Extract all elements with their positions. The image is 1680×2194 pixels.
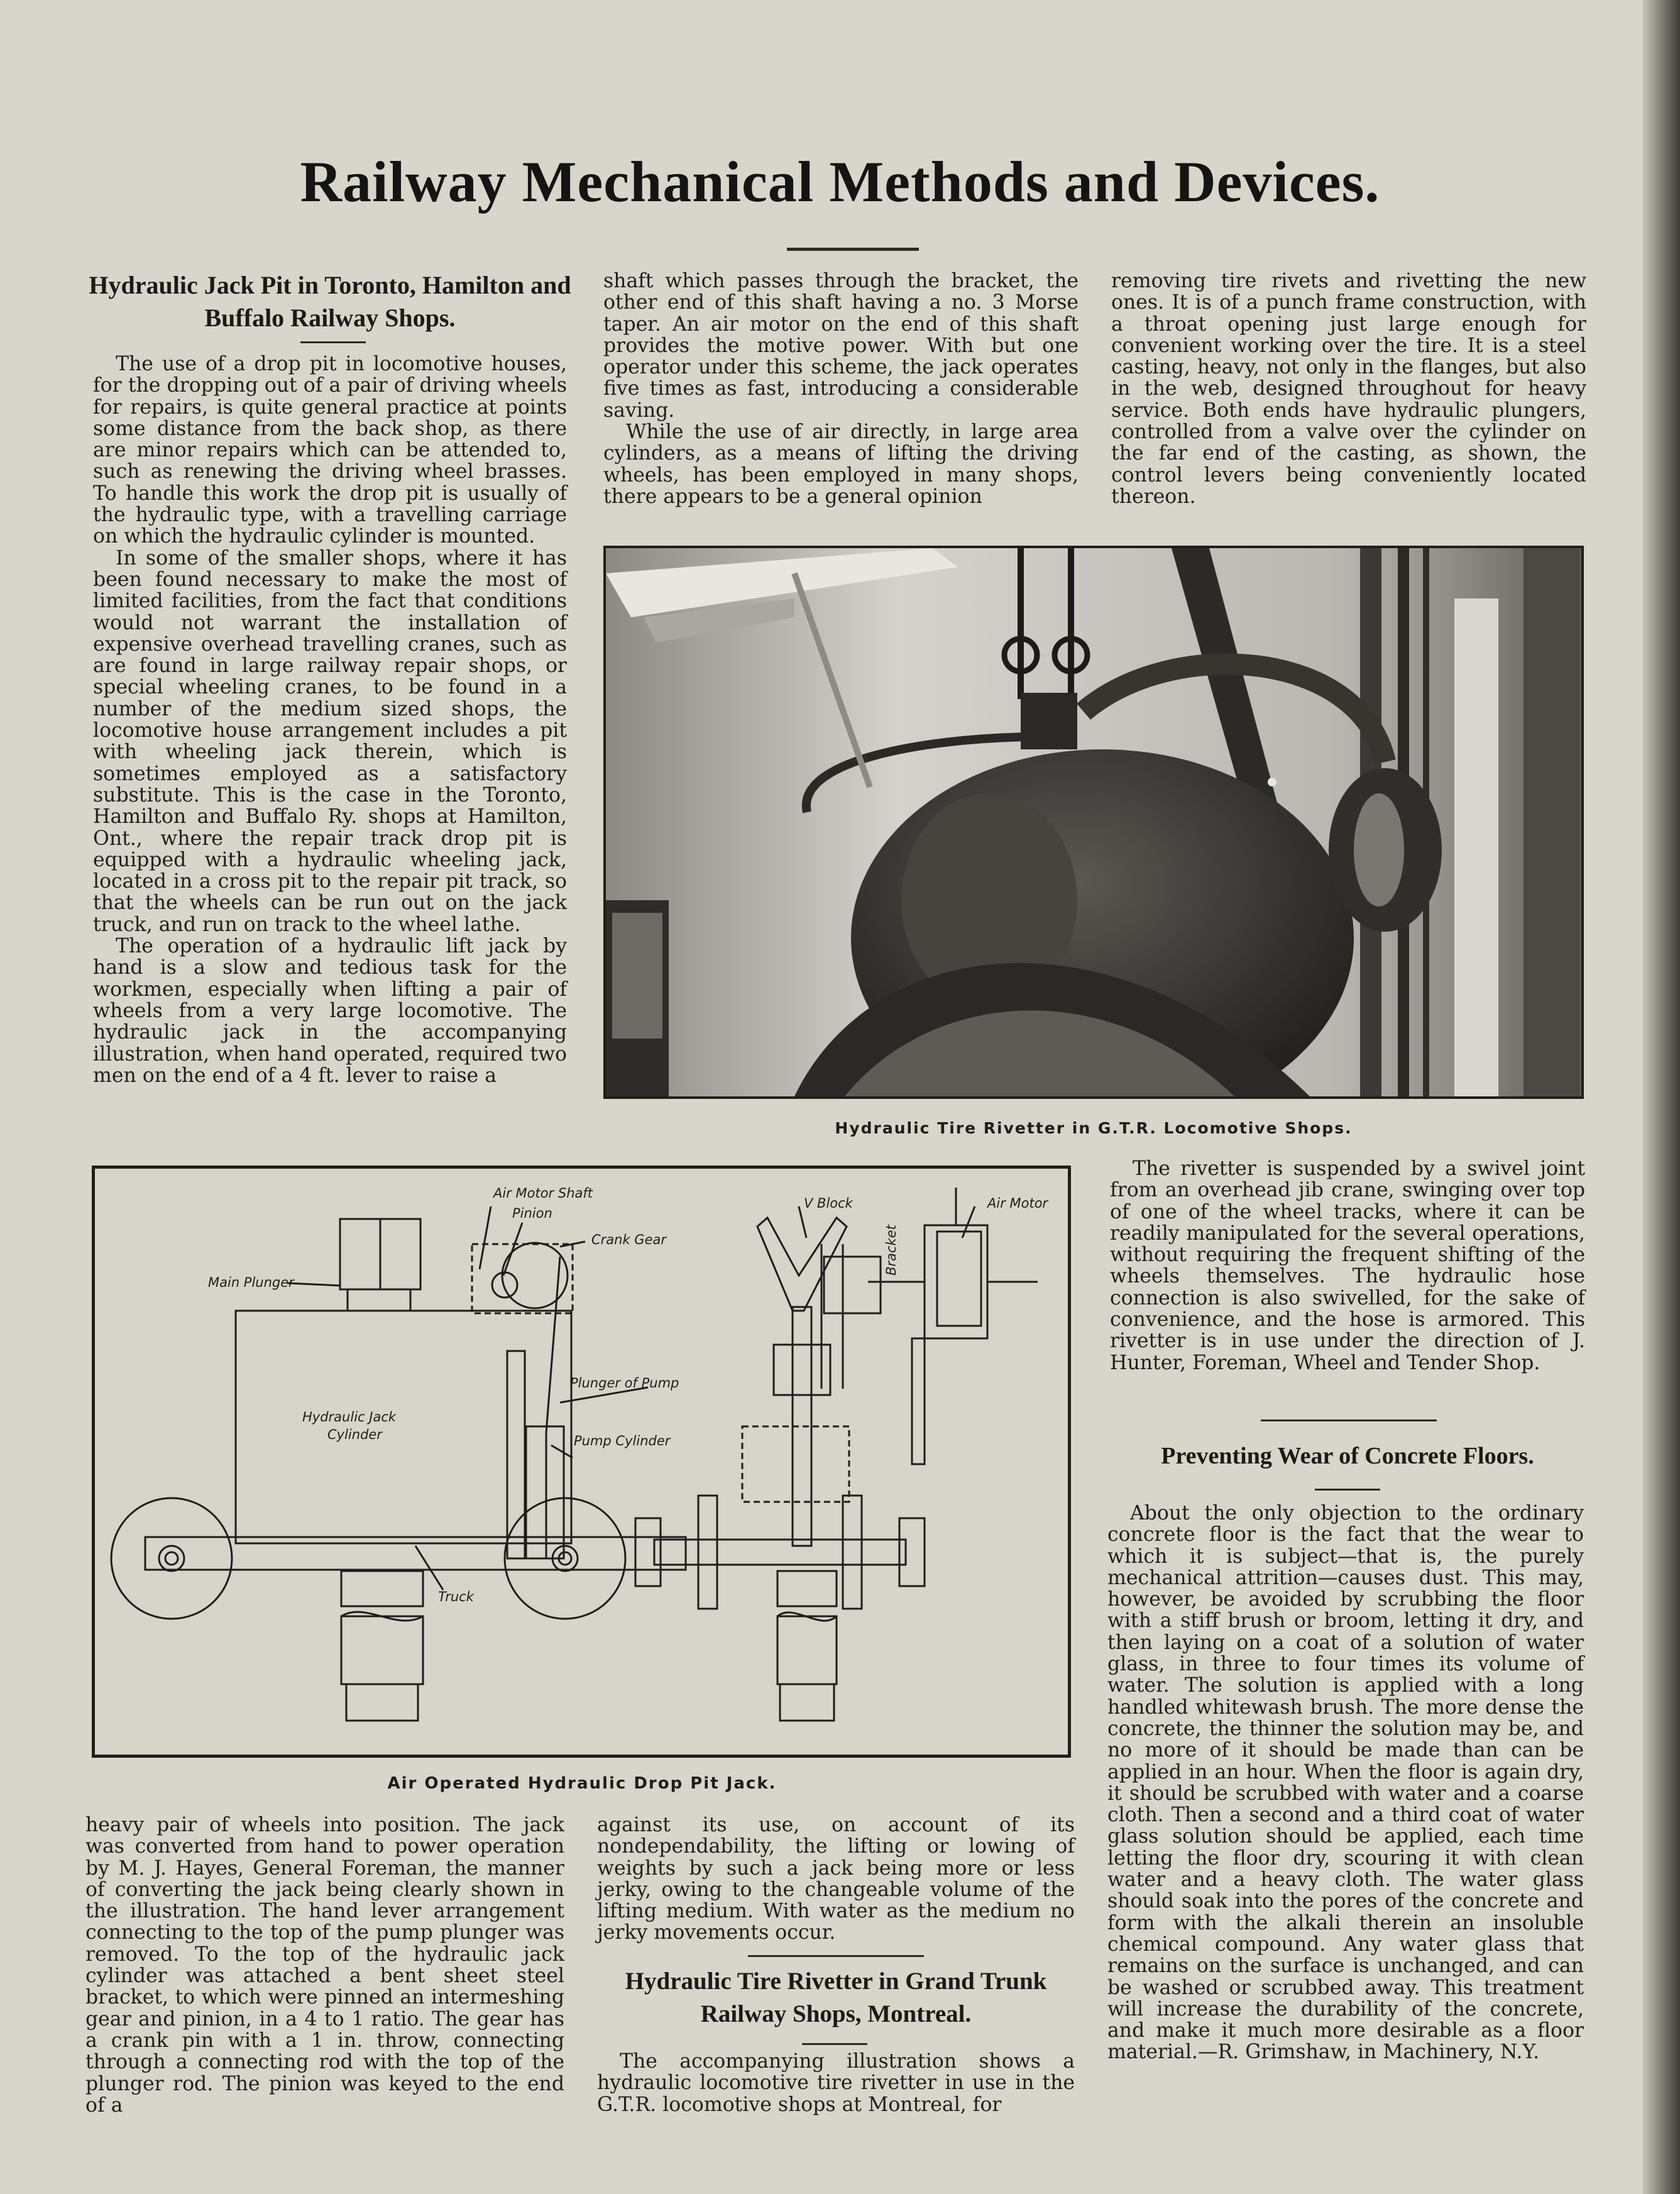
paragraph: heavy pair of wheels into position. The jack was converted from hand to power operation by M. J. Hayes, General Foreman, the manner of converting the jack being clearly shown in the illustration. The hand lever arrangement connecting to the top of the pump plunger was removed. To the top of the hydraulic jack cylinder was attached a bent sheet steel bracket, to which were pinned an intermeshing gear and pinion, in a 4 to 1 ratio. The gear has a crank pin with a 1 in. throw, connecting through a connecting rod with the top of the plunger rod. The pinion was keyed to the end of a [85,1814,564,2117]
label-bracket: Bracket [884,1225,899,1276]
label-pinion: Pinion [512,1206,552,1221]
paragraph: The operation of a hydraulic lift jack by hand is a slow and tedious task for the workmen, especially when lifting a pair of wheels from a very large locomotive. The hydraulic jack in the accompanying illustration, when hand operated, required two men on the end of a 4 ft. lever to raise a [93,935,567,1087]
pinion [492,1272,517,1298]
heading-rule [1315,1489,1380,1491]
column-1-text [93,353,567,1086]
paragraph: shaft which passes through the bracket, the other end of this shaft having a no. 3 Morse taper. An air motor on the end of this shaft provides the motive power. With but one operator under this scheme, the jack operates five times as fast, introducing a considerable saving. [603,270,1079,422]
page-title: Railway Mechanical Methods and Devices. [300,150,1380,214]
label-pump-cylinder: Pump Cylinder [574,1433,671,1448]
paragraph: The use of a drop pit in locomotive houses, for the dropping out of a pair of driving wheels for repairs, is quite general practice at points some distance from the back shop, as there are minor repairs which can be attended to, such as renewing the driving wheel brasses. To handle this work the drop pit is usually of the hydraulic type, with a travelling carriage on which the hydraulic cylinder is mounted. [93,353,567,548]
bottom-column-2-text [597,1814,1075,1944]
jack-cylinder-outline [236,1311,571,1543]
paragraph: The accompanying illustration shows a hydraulic locomotive tire rivetter in use in the G.T.R. locomotive shops at Montreal, for [597,2050,1075,2116]
paragraph: removing tire rivets and rivetting the new ones. It is of a punch frame construction, with a throat opening just large enough for convenient working over the tire. It is a steel casting, heavy, not only in the flanges, but also in the web, designed throughout for heavy service. Both ends have hydraulic plungers, controlled from a valve over the cylinder on the far end of the casting, as shown, the control levers being conveniently located thereon. [1111,270,1586,508]
wheel-left [111,1498,232,1619]
photo-caption: Hydraulic Tire Rivetter in G.T.R. Locomotive Shops. [835,1119,1353,1137]
heading-rule [802,2043,867,2045]
section-rule [1261,1419,1437,1421]
article-heading-tire-rivetter: Hydraulic Tire Rivetter in Grand Trunk Railway Shops, Montreal. [625,1968,1047,2027]
label-hydraulic-jack: Hydraulic Jack [302,1409,397,1425]
label-crank-gear: Crank Gear [591,1232,667,1247]
column-3-text [1111,270,1586,507]
article-heading-jack-pit: Hydraulic Jack Pit in Toronto, Hamilton and Buffalo Railway Shops. [89,271,571,332]
paragraph: About the only objection to the ordinary concrete floor is the fact that the wear to which it is subject—that is, the purely mechanical attrition—causes dust. This may, however, be avoided by scrubbing the floor with a stiff brush or broom, letting it dry, and then laying on a coat of a solution of water glass, in three to four times its volume of water. The solution is applied with a long handled whitewash brush. The more dense the concrete, the thinner the solution may be, and no more of it should be made than can be applied in an hour. When the floor is again dry, it should be scrubbed with water and a coarse cloth. Then a second and a third coat of water glass solution should be applied, each time letting the floor dry, scouring it with clean water and a heavy cloth. The water glass should soak into the pores of the concrete and form with the alkali therein an insoluble chemical compound. Any water glass that remains on the surface is unchanged, and can be washed or scrubbed away. This treatment will increase the durability of the concrete, and make it much more desirable as a floor material.—R. Grimshaw, in Machinery, N.Y. [1107,1502,1584,2064]
label-v-block: V Block [804,1196,853,1211]
air-motor-outline [925,1225,987,1338]
column-3-mid-text [1110,1158,1585,1374]
concrete-floors-text [1107,1502,1584,2063]
drop-pit-jack-drawing [95,1169,1068,1755]
label-truck: Truck [438,1589,474,1604]
column-2-text [603,270,1079,507]
bottom-column-1-text [85,1814,564,2116]
paragraph: While the use of air directly, in large area cylinders, as a means of lifting the driving wheels, has been employed in many shops, there appears to be a general opinion [603,421,1079,508]
diagram-caption: Air Operated Hydraulic Drop Pit Jack. [387,1774,777,1793]
label-plunger-of-pump: Plunger of Pump [570,1375,679,1391]
heading-rule [300,341,366,343]
paragraph: The rivetter is suspended by a swivel joint from an overhead jib crane, swinging over top of one of the wheel tracks, where it can be readily manipulated for the several operations, without requiring the frequent shifting of the wheels themselves. The hydraulic hose connection is also swivelled, for the sake of convenience, and the hose is armored. This rivetter is in use under the direction of J. Hunter, Foreman, Wheel and Tender Shop. [1110,1157,1585,1374]
label-air-motor: Air Motor [987,1196,1048,1211]
label-cylinder: Cylinder [327,1427,382,1442]
page-edge-shadow [1642,0,1680,2194]
paragraph: against its use, on account of its nondependability, the lifting or lowing of weights by such a jack being more or less jerky, owing to the changeable volume of the lifting medium. With water as the medium no jerky movements occur. [597,1814,1075,1944]
tire-rivetter-photo [603,546,1584,1099]
paragraph: In some of the smaller shops, where it has been found necessary to make the most of limited facilities, from the fact that conditions would not warrant the installation of expensive overhead travelling cranes, such as are found in large railway repair shops, or special wheeling cranes, to be found in a number of the medium sized shops, the locomotive house arrangement includes a pit with wheeling jack therein, which is sometimes employed as a satisfactory substitute. This is the case in the Toronto, Hamilton and Buffalo Ry. shops at Hamilton, Ont., where the repair track drop pit is equipped with a hydraulic wheeling jack, located in a cross pit to the repair pit track, so that the wheels can be run out on the jack truck, and run on track to the wheel lathe. [93,546,567,936]
drop-pit-jack-diagram [92,1166,1071,1758]
label-main-plunger: Main Plunger [208,1275,294,1290]
tire-rivetter-intro-text [597,2051,1075,2115]
article-heading-concrete-floors: Preventing Wear of Concrete Floors. [1161,1443,1534,1469]
section-rule [748,1955,924,1957]
tire-rivetter-illustration [606,548,1581,1096]
label-air-motor-shaft: Air Motor Shaft [493,1186,593,1201]
title-rule [787,248,919,251]
